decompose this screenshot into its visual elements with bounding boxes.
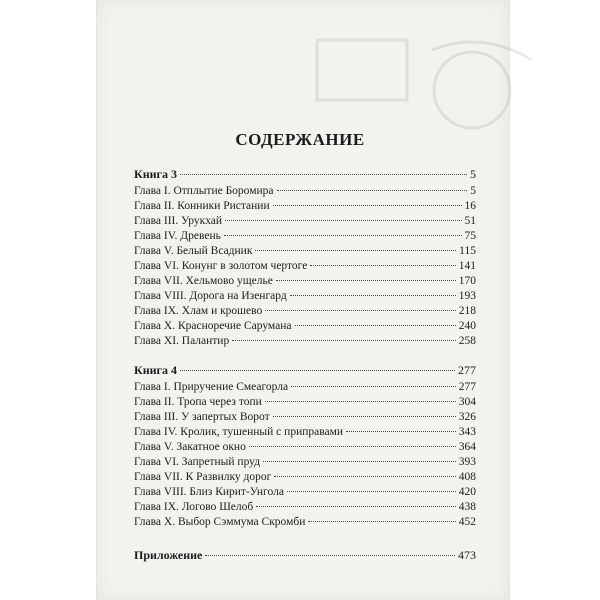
toc-entry[interactable] <box>134 199 476 213</box>
toc-entry[interactable] <box>134 319 476 333</box>
leader-dots <box>295 325 456 326</box>
toc-entry-page: 170 <box>458 275 476 287</box>
toc-appendix-title: Приложение <box>134 548 203 562</box>
toc-entry-title: Глава II. Тропа через топи <box>134 396 262 408</box>
leader-dots <box>276 280 456 281</box>
toc-entry-title: Глава IV. Древень <box>134 230 221 242</box>
leader-dots <box>232 340 456 341</box>
toc-entry-title: Глава V. Белый Всадник <box>134 245 253 257</box>
leader-dots <box>310 265 455 266</box>
toc-entry-title: Глава IX. Логово Шелоб <box>134 501 254 513</box>
leader-dots <box>224 235 462 236</box>
toc-entry-page: 277 <box>458 381 476 393</box>
toc-entry-page: 218 <box>458 305 476 317</box>
toc-entry[interactable] <box>134 214 476 228</box>
toc-entry-title: Глава X. Красноречие Сарумана <box>134 320 292 332</box>
toc-entry[interactable] <box>134 229 476 243</box>
leader-dots <box>291 386 456 387</box>
toc-entry-page: 75 <box>464 230 476 242</box>
toc-entry-title: Глава XI. Палантир <box>134 335 230 347</box>
leader-dots <box>290 295 456 296</box>
leader-dots <box>273 416 456 417</box>
toc-entry-page: 420 <box>458 486 476 498</box>
leader-dots <box>277 190 468 191</box>
toc-entry-page: 438 <box>458 501 476 513</box>
leader-dots <box>255 250 456 251</box>
toc-entry-page: 326 <box>458 411 476 423</box>
leader-dots <box>205 555 455 556</box>
toc-entry-title: Глава III. Урукхай <box>134 215 223 227</box>
toc-entry-page: 141 <box>458 260 476 272</box>
toc-entry[interactable] <box>134 334 476 348</box>
leader-dots <box>346 431 456 432</box>
toc-entry[interactable] <box>134 259 476 273</box>
toc-entry[interactable] <box>134 485 476 499</box>
leader-dots <box>249 446 456 447</box>
toc-entry-page: 240 <box>458 320 476 332</box>
toc-entry[interactable] <box>134 395 476 409</box>
leader-dots <box>287 491 456 492</box>
leader-dots <box>180 370 455 371</box>
toc-entry[interactable] <box>134 470 476 484</box>
toc-entry-page: 193 <box>458 290 476 302</box>
toc-entry-title: Глава V. Закатное окно <box>134 441 246 453</box>
toc-entry-page: 16 <box>464 200 476 212</box>
toc-entry-title: Глава VIII. Близ Кирит-Унгола <box>134 486 284 498</box>
toc-entry[interactable] <box>134 455 476 469</box>
leader-dots <box>263 461 456 462</box>
leader-dots <box>265 401 456 402</box>
toc-entry[interactable] <box>134 274 476 288</box>
toc-entry-page: 304 <box>458 396 476 408</box>
toc-entry-title: Глава I. Отплытие Боромира <box>134 185 274 197</box>
toc-book-3-page: 5 <box>470 167 476 181</box>
toc-book-4-title: Книга 4 <box>134 363 177 377</box>
toc-entry-page: 258 <box>458 335 476 347</box>
leader-dots <box>273 205 462 206</box>
toc-entry-page: 364 <box>458 441 476 453</box>
toc-entry-title: Глава IX. Хлам и крошево <box>134 305 263 317</box>
toc-entry[interactable] <box>134 500 476 514</box>
toc-entry[interactable] <box>134 289 476 303</box>
toc-entry[interactable] <box>134 425 476 439</box>
leader-dots <box>274 476 455 477</box>
toc-entry[interactable] <box>134 440 476 454</box>
toc-entry-page: 393 <box>458 456 476 468</box>
toc-entry-page: 5 <box>470 185 476 197</box>
toc-entry[interactable] <box>134 515 476 529</box>
toc-entry-title: Глава VI. Запретный пруд <box>134 456 261 468</box>
toc-book-3[interactable] <box>134 167 476 181</box>
toc-book-4[interactable] <box>134 363 476 377</box>
toc-entry[interactable] <box>134 184 476 198</box>
toc-entry-title: Глава II. Конники Ристании <box>134 200 270 212</box>
toc-entry-title: Глава VII. Хельмово ущелье <box>134 275 273 287</box>
leader-dots <box>308 521 455 522</box>
toc-entry-page: 343 <box>458 426 476 438</box>
toc-entry-page: 408 <box>458 471 476 483</box>
toc-entry[interactable] <box>134 380 476 394</box>
page-title: СОДЕРЖАНИЕ <box>235 130 365 149</box>
toc-appendix[interactable] <box>134 548 476 562</box>
toc-entry-title: Глава VII. К Развилку дорог <box>134 471 272 483</box>
toc-entry-title: Глава VIII. Дорога на Изенгард <box>134 290 287 302</box>
toc-entry[interactable] <box>134 304 476 318</box>
toc-entry-title: Глава III. У запертых Ворот <box>134 411 270 423</box>
toc-book-4-page: 277 <box>458 363 476 377</box>
toc-entry[interactable] <box>134 410 476 424</box>
toc-entry-title: Глава VI. Конунг в золотом чертоге <box>134 260 308 272</box>
toc-entry-title: Глава X. Выбор Сэммума Скромби <box>134 516 306 528</box>
toc-entry-title: Глава IV. Кролик, тушенный с приправами <box>134 426 344 438</box>
toc-appendix-page: 473 <box>458 548 476 562</box>
leader-dots <box>225 220 461 221</box>
leader-dots <box>265 310 456 311</box>
toc-entry-page: 51 <box>464 215 476 227</box>
toc-entry[interactable] <box>134 244 476 258</box>
toc-entry-page: 452 <box>458 516 476 528</box>
toc-entry-page: 115 <box>459 245 476 257</box>
toc-book-3-title: Книга 3 <box>134 167 177 181</box>
toc-entry-title: Глава I. Приручение Смеагорла <box>134 381 289 393</box>
leader-dots <box>180 174 467 175</box>
leader-dots <box>256 506 456 507</box>
